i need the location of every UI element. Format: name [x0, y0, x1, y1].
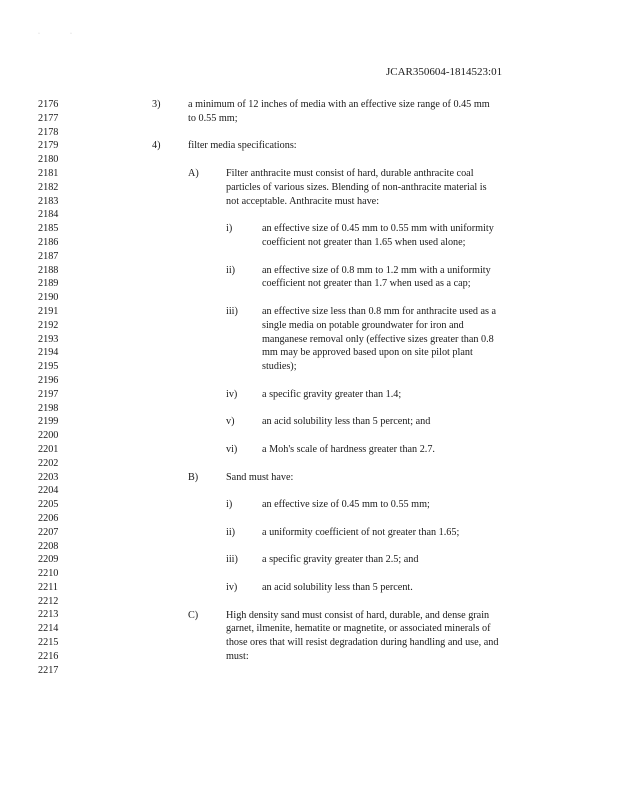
line-number: 2202: [38, 457, 59, 469]
line-number: 2206: [38, 512, 59, 524]
line-number: 2204: [38, 485, 59, 497]
line-number: 2211: [38, 581, 58, 593]
line-number: 2199: [38, 416, 59, 428]
item-text: [262, 415, 430, 429]
item-line: an effective size of 0.45 mm to 0.55 mm;: [262, 499, 430, 511]
line-number: 2212: [38, 595, 59, 607]
item-line: particles of various sizes. Blending of non-anthracite material is: [226, 181, 487, 193]
item-line: an effective size of 0.45 mm to 0.55 mm with uniformity: [262, 223, 494, 235]
item-text: [226, 167, 487, 208]
item-text: [262, 553, 418, 567]
item-text: [262, 305, 496, 374]
line-numbers: [38, 98, 78, 677]
item-text: [262, 581, 413, 595]
item-text: [262, 526, 459, 540]
item-line: must:: [226, 650, 249, 662]
line-number: 2182: [38, 181, 59, 193]
line-number: 2181: [38, 167, 59, 179]
line-number: 2196: [38, 374, 59, 386]
line-number: 2200: [38, 430, 59, 442]
item-label: v): [226, 416, 235, 428]
line-number: 2189: [38, 278, 59, 290]
line-number: 2183: [38, 195, 59, 207]
line-number: 2179: [38, 140, 59, 152]
item-line: garnet, ilmenite, hematite or magnetite, or associated minerals of: [226, 623, 491, 635]
item-label: B): [188, 471, 199, 483]
item-line: coefficient not greater than 1.65 when used alone;: [262, 236, 466, 248]
line-number: 2186: [38, 236, 59, 248]
line-number: 2201: [38, 443, 59, 455]
scan-specks: ··: [38, 31, 102, 37]
item-text: [262, 443, 435, 457]
line-number: 2215: [38, 637, 59, 649]
item-text: [188, 98, 490, 126]
item-line: not acceptable. Anthracite must have:: [226, 195, 380, 207]
line-number: 2197: [38, 388, 59, 400]
line-number: 2188: [38, 264, 59, 276]
line-number: 2210: [38, 568, 59, 580]
item-label: ii): [226, 526, 236, 538]
item-label: A): [188, 168, 199, 179]
item-label: i): [226, 499, 233, 511]
line-number: 2213: [38, 609, 59, 621]
item-text: [188, 139, 297, 153]
line-number: 2180: [38, 154, 59, 166]
line-number: 2203: [38, 471, 59, 483]
line-number: 2185: [38, 223, 59, 235]
item-label: i): [226, 223, 233, 235]
line-number: 2178: [38, 126, 59, 138]
item-line: High density sand must consist of hard, durable, and dense grain: [226, 609, 490, 621]
line-number: 2191: [38, 305, 59, 317]
item-text: [262, 498, 430, 512]
item-line: filter media specifications:: [188, 140, 297, 152]
item-line: a uniformity coefficient of not greater than 1.65;: [262, 526, 460, 538]
item-label: vi): [226, 444, 238, 455]
line-number: 2195: [38, 361, 59, 373]
item-label: iv): [226, 388, 238, 400]
line-number: 2214: [38, 623, 59, 635]
item-line: coefficient not greater than 1.7 when used as a cap;: [262, 278, 471, 290]
item-line: those ores that will resist degradation during handling and use, and: [226, 637, 499, 649]
item-line: mm may be approved based upon on site pilot plant: [262, 347, 473, 359]
item-label: iv): [226, 582, 238, 593]
item-line: a specific gravity greater than 1.4;: [262, 388, 402, 400]
item-text: [262, 222, 494, 250]
item-label: iii): [226, 554, 238, 566]
item-text: [262, 264, 491, 292]
line-number: 2176: [38, 99, 59, 110]
item-text: [262, 388, 401, 402]
item-line: Sand must have:: [226, 471, 294, 483]
item-line: studies);: [262, 361, 297, 373]
item-line: single media on potable groundwater for iron and: [262, 319, 464, 331]
line-number: 2187: [38, 250, 59, 262]
line-number: 2207: [38, 526, 59, 538]
line-number: 2208: [38, 540, 59, 552]
line-number: 2192: [38, 319, 59, 331]
line-number: 2193: [38, 333, 59, 345]
item-line: manganese removal only (effective sizes greater than 0.8: [262, 333, 494, 345]
line-number: 2190: [38, 292, 59, 304]
line-number: 2184: [38, 209, 59, 221]
item-line: an acid solubility less than 5 percent.: [262, 582, 413, 593]
item-line: a Moh's scale of hardness greater than 2.7.: [262, 444, 435, 455]
line-number: 2194: [38, 347, 59, 359]
line-number: 2216: [38, 650, 59, 662]
item-text: [226, 471, 293, 485]
line-number: 2209: [38, 554, 59, 566]
line-number: 2205: [38, 499, 59, 511]
line-number: 2177: [38, 112, 59, 124]
item-label: iii): [226, 306, 238, 317]
item-label: 4): [152, 140, 161, 152]
item-text: [226, 609, 498, 664]
item-line: an acid solubility less than 5 percent; and: [262, 416, 431, 428]
line-number: 2198: [38, 402, 59, 414]
item-label: 3): [152, 99, 161, 110]
item-label: C): [188, 609, 199, 621]
document-id: JCAR350604-1814523:01: [386, 66, 503, 78]
item-line: an effective size of 0.8 mm to 1.2 mm with a uniformity: [262, 264, 491, 276]
item-line: a minimum of 12 inches of media with an effective size range of 0.45 mm: [188, 99, 490, 110]
item-line: an effective size less than 0.8 mm for anthracite used as a: [262, 306, 497, 317]
item-line: Filter anthracite must consist of hard, durable anthracite coal: [226, 168, 474, 179]
item-line: to 0.55 mm;: [188, 112, 238, 124]
item-line: a specific gravity greater than 2.5; and: [262, 554, 419, 566]
line-number: 2217: [38, 664, 59, 676]
item-label: ii): [226, 264, 236, 276]
